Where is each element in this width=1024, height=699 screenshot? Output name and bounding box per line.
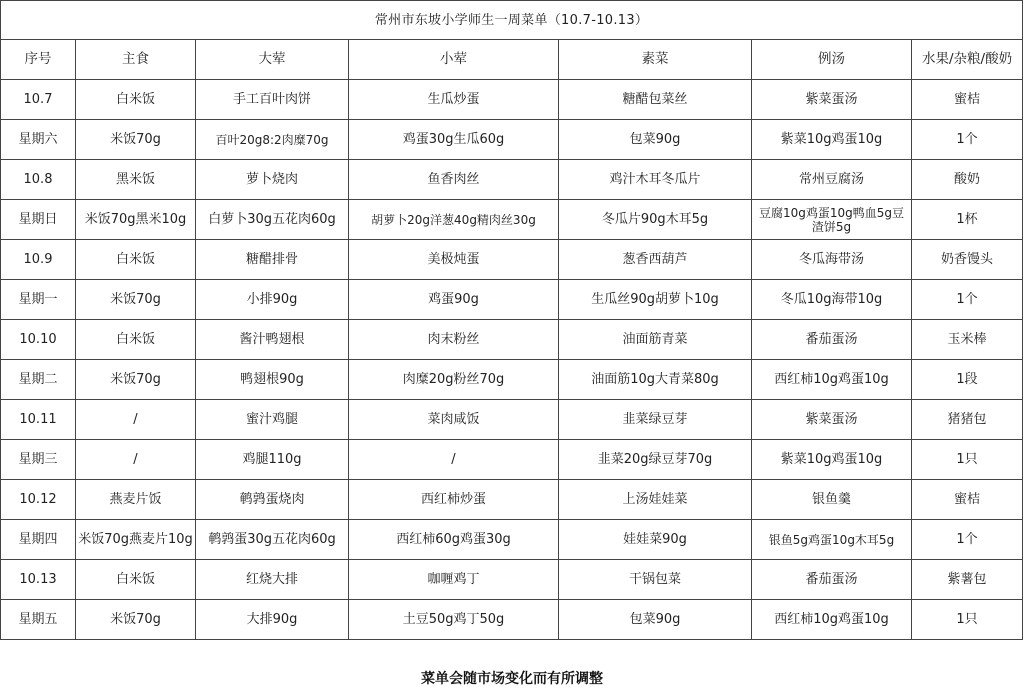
table-cell-staple: 黑米饭 (76, 160, 196, 200)
table-cell-staple: 白米饭 (76, 320, 196, 360)
table-cell-side-meat: 肉末粉丝 (349, 320, 559, 360)
table-cell-soup: 紫菜蛋汤 (752, 400, 912, 440)
table-cell-vegetable: 糖醋包菜丝 (559, 80, 752, 120)
table-row (1, 560, 1023, 600)
table-cell-main-meat: 酱汁鸭翅根 (196, 320, 349, 360)
table-cell-staple: 米饭70g (76, 120, 196, 160)
header-cell-staple: 主食 (76, 40, 196, 80)
table-cell-index: 10.10 (1, 320, 76, 360)
table-cell-side-meat: 生瓜炒蛋 (349, 80, 559, 120)
table-cell-side-meat: 西红柿炒蛋 (349, 480, 559, 520)
table-cell-staple: 燕麦片饭 (76, 480, 196, 520)
table-cell-index: 星期五 (1, 600, 76, 640)
table-cell-staple: 米饭70g (76, 600, 196, 640)
table-cell-side-meat: 鱼香肉丝 (349, 160, 559, 200)
table-cell-soup: 西红柿10g鸡蛋10g (752, 360, 912, 400)
table-cell-staple: 白米饭 (76, 240, 196, 280)
table-cell-main-meat: 鹌鹑蛋烧肉 (196, 480, 349, 520)
table-cell-soup: 番茄蛋汤 (752, 560, 912, 600)
table-cell-index: 10.7 (1, 80, 76, 120)
table-cell-staple: / (76, 440, 196, 480)
table-row (1, 360, 1023, 400)
table-cell-staple: 米饭70g (76, 360, 196, 400)
table-cell-staple: 米饭70g燕麦片10g (76, 520, 196, 560)
table-cell-fruit: 1只 (912, 440, 1023, 480)
table-cell-index: 星期四 (1, 520, 76, 560)
table-cell-fruit: 蜜桔 (912, 480, 1023, 520)
table-cell-vegetable: 上汤娃娃菜 (559, 480, 752, 520)
table-cell-index: 星期三 (1, 440, 76, 480)
table-cell-vegetable: 韭菜20g绿豆芽70g (559, 440, 752, 480)
title-row (1, 1, 1023, 40)
table-cell-main-meat: 手工百叶肉饼 (196, 80, 349, 120)
table-cell-index: 星期日 (1, 200, 76, 240)
table-cell-fruit: 猪猪包 (912, 400, 1023, 440)
table-cell-main-meat: 萝卜烧肉 (196, 160, 349, 200)
table-cell-main-meat: 百叶20g8:2肉糜70g (196, 120, 349, 160)
table-row (1, 600, 1023, 640)
table-cell-fruit: 1个 (912, 120, 1023, 160)
table-row (1, 480, 1023, 520)
header-cell-side-meat: 小荤 (349, 40, 559, 80)
table-cell-staple: 白米饭 (76, 80, 196, 120)
table-row (1, 240, 1023, 280)
table-cell-vegetable: 娃娃菜90g (559, 520, 752, 560)
table-row (1, 280, 1023, 320)
table-cell-index: 星期一 (1, 280, 76, 320)
table-cell-soup: 紫菜10g鸡蛋10g (752, 440, 912, 480)
table-cell-vegetable: 冬瓜片90g木耳5g (559, 200, 752, 240)
table-cell-fruit: 1个 (912, 280, 1023, 320)
table-cell-side-meat: 美极炖蛋 (349, 240, 559, 280)
table-cell-fruit: 1杯 (912, 200, 1023, 240)
table-cell-soup: 紫菜10g鸡蛋10g (752, 120, 912, 160)
table-cell-main-meat: 鸡腿110g (196, 440, 349, 480)
table-cell-vegetable: 包菜90g (559, 600, 752, 640)
table-cell-main-meat: 鹌鹑蛋30g五花肉60g (196, 520, 349, 560)
table-row (1, 320, 1023, 360)
table-cell-side-meat: 鸡蛋30g生瓜60g (349, 120, 559, 160)
table-cell-main-meat: 蜜汁鸡腿 (196, 400, 349, 440)
table-row (1, 400, 1023, 440)
table-cell-main-meat: 鸭翅根90g (196, 360, 349, 400)
table-cell-main-meat: 红烧大排 (196, 560, 349, 600)
header-cell-main-meat: 大荤 (196, 40, 349, 80)
table-cell-soup: 番茄蛋汤 (752, 320, 912, 360)
table-cell-staple: 米饭70g黑米10g (76, 200, 196, 240)
table-cell-main-meat: 大排90g (196, 600, 349, 640)
table-cell-side-meat: 土豆50g鸡丁50g (349, 600, 559, 640)
table-cell-staple: / (76, 400, 196, 440)
header-cell-fruit: 水果/杂粮/酸奶 (912, 40, 1023, 80)
table-cell-index: 星期二 (1, 360, 76, 400)
footer-note: 菜单会随市场变化而有所调整 (421, 671, 603, 687)
table-cell-soup: 豆腐10g鸡蛋10g鸭血5g豆渣饼5g (752, 200, 912, 240)
table-cell-staple: 白米饭 (76, 560, 196, 600)
table-row (1, 440, 1023, 480)
header-row (1, 40, 1023, 80)
table-cell-vegetable: 油面筋青菜 (559, 320, 752, 360)
table-cell-side-meat: 胡萝卜20g洋葱40g精肉丝30g (349, 200, 559, 240)
table-cell-soup: 银鱼5g鸡蛋10g木耳5g (752, 520, 912, 560)
table-cell-fruit: 蜜桔 (912, 80, 1023, 120)
table-cell-fruit: 1个 (912, 520, 1023, 560)
header-cell-soup: 例汤 (752, 40, 912, 80)
table-cell-fruit: 奶香馒头 (912, 240, 1023, 280)
table-cell-soup: 西红柿10g鸡蛋10g (752, 600, 912, 640)
table-cell-soup: 冬瓜海带汤 (752, 240, 912, 280)
table-cell-index: 10.11 (1, 400, 76, 440)
table-cell-soup: 银鱼羹 (752, 480, 912, 520)
blank-strip (0, 641, 1024, 665)
table-cell-index: 10.13 (1, 560, 76, 600)
header-cell-vegetable: 素菜 (559, 40, 752, 80)
table-cell-side-meat: 西红柿60g鸡蛋30g (349, 520, 559, 560)
table-row (1, 520, 1023, 560)
table-cell-side-meat: 肉糜20g粉丝70g (349, 360, 559, 400)
table-cell-main-meat: 糖醋排骨 (196, 240, 349, 280)
menu-title: 常州市东坡小学师生一周菜单（10.7-10.13） (1, 1, 1023, 40)
table-row (1, 160, 1023, 200)
table-cell-index: 10.9 (1, 240, 76, 280)
table-row (1, 200, 1023, 240)
table-cell-side-meat: 菜肉咸饭 (349, 400, 559, 440)
table-cell-side-meat: 咖喱鸡丁 (349, 560, 559, 600)
table-row (1, 80, 1023, 120)
table-cell-index: 10.8 (1, 160, 76, 200)
table-cell-vegetable: 生瓜丝90g胡萝卜10g (559, 280, 752, 320)
table-cell-soup: 常州豆腐汤 (752, 160, 912, 200)
table-cell-index: 星期六 (1, 120, 76, 160)
table-cell-vegetable: 包菜90g (559, 120, 752, 160)
table-cell-main-meat: 白萝卜30g五花肉60g (196, 200, 349, 240)
table-cell-soup: 冬瓜10g海带10g (752, 280, 912, 320)
table-row (1, 120, 1023, 160)
table-cell-fruit: 紫薯包 (912, 560, 1023, 600)
table-cell-staple: 米饭70g (76, 280, 196, 320)
table-cell-vegetable: 干锅包菜 (559, 560, 752, 600)
table-cell-main-meat: 小排90g (196, 280, 349, 320)
table-cell-index: 10.12 (1, 480, 76, 520)
table-cell-vegetable: 葱香西葫芦 (559, 240, 752, 280)
table-cell-side-meat: 鸡蛋90g (349, 280, 559, 320)
table-cell-soup: 紫菜蛋汤 (752, 80, 912, 120)
table-cell-side-meat: / (349, 440, 559, 480)
table-cell-fruit: 1段 (912, 360, 1023, 400)
table-cell-vegetable: 韭菜绿豆芽 (559, 400, 752, 440)
header-cell-index: 序号 (1, 40, 76, 80)
table-cell-fruit: 玉米棒 (912, 320, 1023, 360)
table-cell-vegetable: 油面筋10g大青菜80g (559, 360, 752, 400)
table-cell-vegetable: 鸡汁木耳冬瓜片 (559, 160, 752, 200)
table-cell-fruit: 1只 (912, 600, 1023, 640)
table-cell-fruit: 酸奶 (912, 160, 1023, 200)
